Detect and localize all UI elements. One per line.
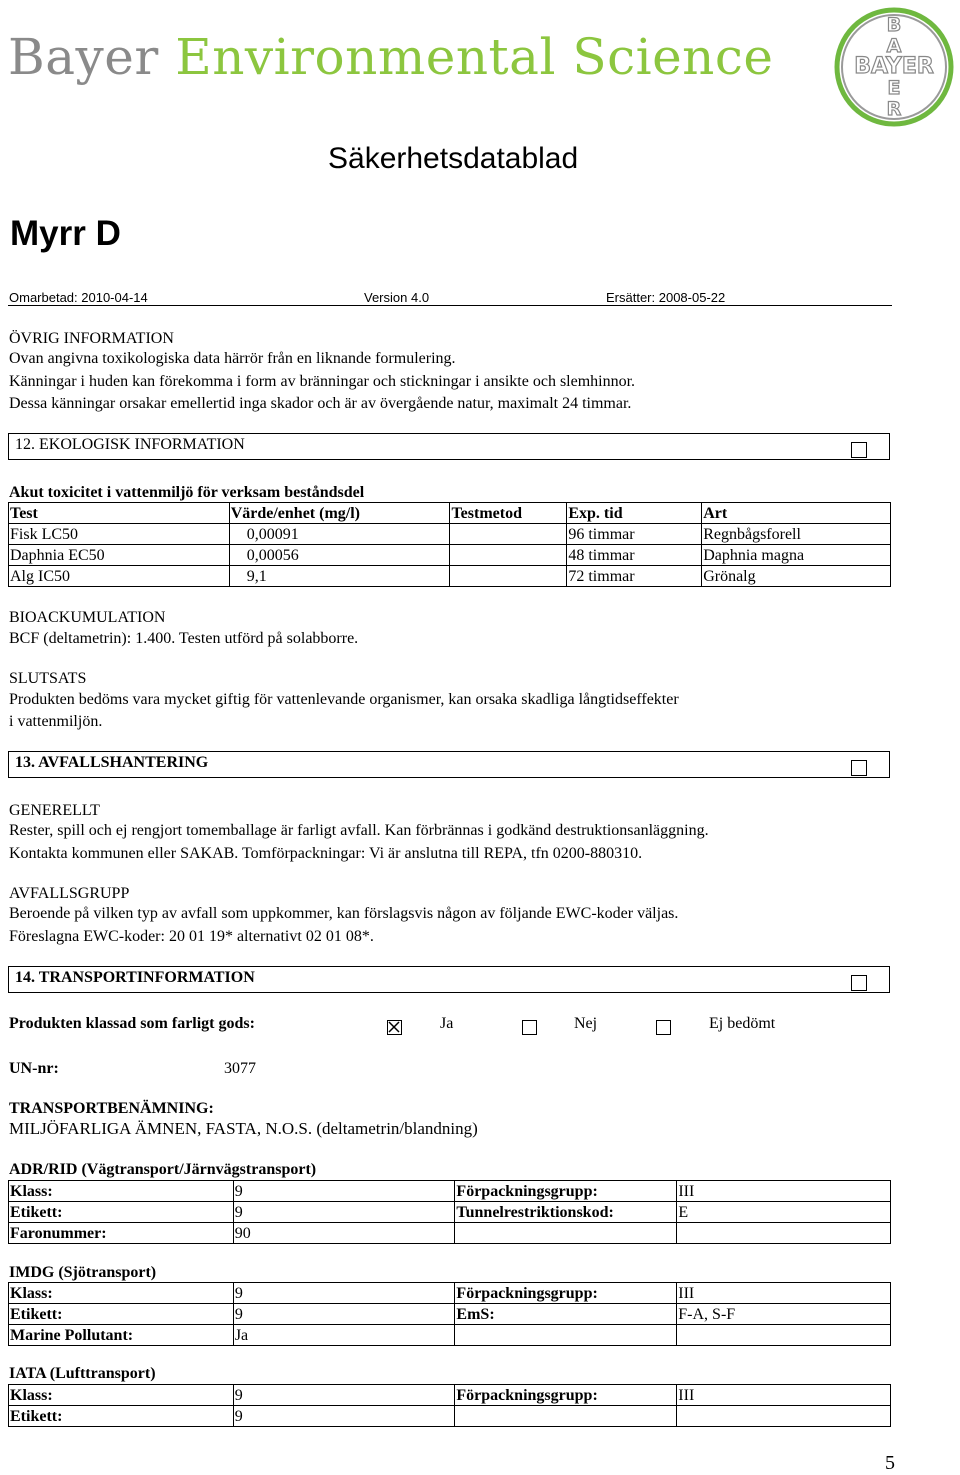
table-cell: Marine Pollutant: [9, 1325, 234, 1346]
table-cell: Förpackningsgrupp: [455, 1181, 677, 1202]
header-divider [8, 305, 892, 306]
adr-heading: ADR/RID (Vägtransport/Järnvägstransport) [9, 1161, 317, 1178]
table-row [9, 566, 891, 587]
table-cell: F-A, S-F [677, 1304, 891, 1325]
section-12-header [8, 433, 890, 460]
conclusion-heading: SLUTSATS [9, 670, 87, 687]
table-cell: E [677, 1202, 891, 1223]
table-cell [677, 1406, 891, 1427]
table-cell [455, 1325, 677, 1346]
table-cell: Daphnia EC50 [9, 545, 230, 566]
other-info-line: Känningar i huden kan förekomma i form av bränningar och stickningar i ansikte och slemhinnor. [9, 373, 636, 390]
section-13-title: 13. AVFALLSHANTERING [15, 754, 209, 771]
waste-group-heading: AVFALLSGRUPP [9, 885, 130, 902]
table-cell: Grönalg [702, 566, 891, 587]
conclusion-line: i vattenmiljön. [9, 713, 103, 730]
page-number: 5 [885, 1452, 895, 1474]
table-cell: Klass: [9, 1181, 234, 1202]
other-info-line: Ovan angivna toxikologiska data härrör från en liknande formulering. [9, 350, 456, 367]
table-row [9, 1304, 891, 1325]
general-heading: GENERELLT [9, 802, 100, 819]
table-cell: Faronummer: [9, 1223, 234, 1244]
table-row [9, 1325, 891, 1346]
section-12-title: 12. EKOLOGISK INFORMATION [15, 436, 245, 453]
revised-date: Omarbetad: 2010-04-14 [9, 290, 148, 305]
waste-group-line: Föreslagna EWC-koder: 20 01 19* alternativt 02 01 08*. [9, 928, 374, 945]
svg-text:B: B [886, 14, 902, 36]
header-cell: Testmetod [450, 503, 567, 524]
table-cell: EmS: [455, 1304, 677, 1325]
table-row [9, 1385, 891, 1406]
brand-name: Bayer Environmental Science [8, 28, 774, 86]
section-checkbox[interactable] [851, 442, 867, 458]
document-title: Säkerhetsdatablad [328, 142, 579, 175]
table-cell: 0,00056 [229, 545, 450, 566]
imdg-heading: IMDG (Sjötransport) [9, 1264, 157, 1281]
imdg-table [8, 1282, 891, 1346]
table-cell [677, 1325, 891, 1346]
table-cell: 72 timmar [567, 566, 702, 587]
table-cell: 9 [233, 1406, 455, 1427]
iata-table [8, 1384, 891, 1427]
table-row [9, 1223, 891, 1244]
table-row [9, 1202, 891, 1223]
waste-group-line: Beroende på vilken typ av avfall som uppkommer, kan förslagsvis någon av följande EWC-koder väljas. [9, 905, 679, 922]
table-cell: Daphnia magna [702, 545, 891, 566]
un-number-label: UN-nr: [9, 1060, 59, 1077]
table-header-row [9, 503, 891, 524]
checkbox-ej-bedomt[interactable] [656, 1020, 671, 1035]
svg-text:R: R [886, 98, 902, 120]
section-14-header [8, 966, 890, 993]
bioacc-text: BCF (deltametrin): 1.400. Testen utförd på solabborre. [9, 630, 359, 647]
tox-heading: Akut toxicitet i vattenmiljö för verksam beståndsdel [9, 484, 365, 501]
table-cell: 90 [233, 1223, 455, 1244]
table-cell: Etikett: [9, 1304, 234, 1325]
table-row [9, 1283, 891, 1304]
section-14-title: 14. TRANSPORTINFORMATION [15, 969, 255, 986]
header-cell: Art [702, 503, 891, 524]
section-checkbox[interactable] [851, 760, 867, 776]
table-cell: Etikett: [9, 1202, 234, 1223]
option-label-ej-bedomt: Ej bedömt [709, 1015, 776, 1032]
table-cell: 9 [233, 1304, 455, 1325]
table-cell: 48 timmar [567, 545, 702, 566]
header-cell: Test [9, 503, 230, 524]
bioacc-heading: BIOACKUMULATION [9, 609, 166, 626]
table-cell: Alg IC50 [9, 566, 230, 587]
checkmark-x-icon [388, 1021, 400, 1033]
table-cell: III [677, 1181, 891, 1202]
bayer-cross-logo [833, 6, 955, 128]
toxicity-table [8, 502, 891, 587]
table-cell: III [677, 1283, 891, 1304]
general-line: Kontakta kommunen eller SAKAB. Tomförpackningar: Vi är anslutna till REPA, tfn 0200-880310. [9, 845, 643, 862]
table-row [9, 524, 891, 545]
checkbox-ja[interactable] [387, 1020, 402, 1035]
table-cell: Klass: [9, 1283, 234, 1304]
product-name: Myrr D [10, 214, 121, 253]
checkbox-nej[interactable] [522, 1020, 537, 1035]
transport-name: MILJÖFARLIGA ÄMNEN, FASTA, N.O.S. (deltametrin/blandning) [9, 1119, 478, 1138]
table-row [9, 1406, 891, 1427]
header-cell: Värde/enhet (mg/l) [229, 503, 450, 524]
table-cell [450, 566, 567, 587]
table-cell: 9,1 [229, 566, 450, 587]
other-info-line: Dessa känningar orsakar emellertid inga skador och är av övergående natur, maximalt 24 timmar. [9, 395, 632, 412]
un-number-value: 3077 [224, 1060, 256, 1077]
table-row [9, 545, 891, 566]
table-cell: 0,00091 [229, 524, 450, 545]
other-info-heading: ÖVRIG INFORMATION [9, 330, 174, 347]
table-cell [455, 1406, 677, 1427]
table-cell [450, 545, 567, 566]
svg-text:BAYER: BAYER [854, 54, 934, 79]
table-cell: Ja [233, 1325, 455, 1346]
table-cell: Förpackningsgrupp: [455, 1385, 677, 1406]
replaces-date: Ersätter: 2008-05-22 [606, 290, 726, 305]
dangerous-goods-label: Produkten klassad som farligt gods: [9, 1015, 255, 1032]
table-cell: Klass: [9, 1385, 234, 1406]
table-cell: 9 [233, 1385, 455, 1406]
table-cell: Tunnelrestriktionskod: [455, 1202, 677, 1223]
option-label-nej: Nej [574, 1015, 598, 1032]
table-cell: III [677, 1385, 891, 1406]
section-checkbox[interactable] [851, 975, 867, 991]
table-row [9, 1181, 891, 1202]
table-cell: 9 [233, 1181, 455, 1202]
svg-text:E: E [887, 77, 901, 99]
option-label-ja: Ja [440, 1015, 454, 1032]
version: Version 4.0 [364, 290, 430, 305]
table-cell: 9 [233, 1202, 455, 1223]
table-cell: Förpackningsgrupp: [455, 1283, 677, 1304]
table-cell: Etikett: [9, 1406, 234, 1427]
conclusion-line: Produkten bedöms vara mycket giftig för vattenlevande organismer, kan orsaka skadliga långtidseffekter [9, 691, 679, 708]
transport-name-heading: TRANSPORTBENÄMNING: [9, 1100, 214, 1117]
table-cell [455, 1223, 677, 1244]
table-cell: 9 [233, 1283, 455, 1304]
general-line: Rester, spill och ej rengjort tomemballage är farligt avfall. Kan förbrännas i godkänd destruktionsanläggning. [9, 822, 709, 839]
section-13-header [8, 751, 890, 778]
table-cell [450, 524, 567, 545]
adr-table [8, 1180, 891, 1244]
svg-text:A: A [886, 35, 902, 57]
iata-heading: IATA (Lufttransport) [9, 1365, 156, 1382]
table-cell [677, 1223, 891, 1244]
table-cell: 96 timmar [567, 524, 702, 545]
table-cell: Regnbågsforell [702, 524, 891, 545]
header-cell: Exp. tid [567, 503, 702, 524]
table-cell: Fisk LC50 [9, 524, 230, 545]
